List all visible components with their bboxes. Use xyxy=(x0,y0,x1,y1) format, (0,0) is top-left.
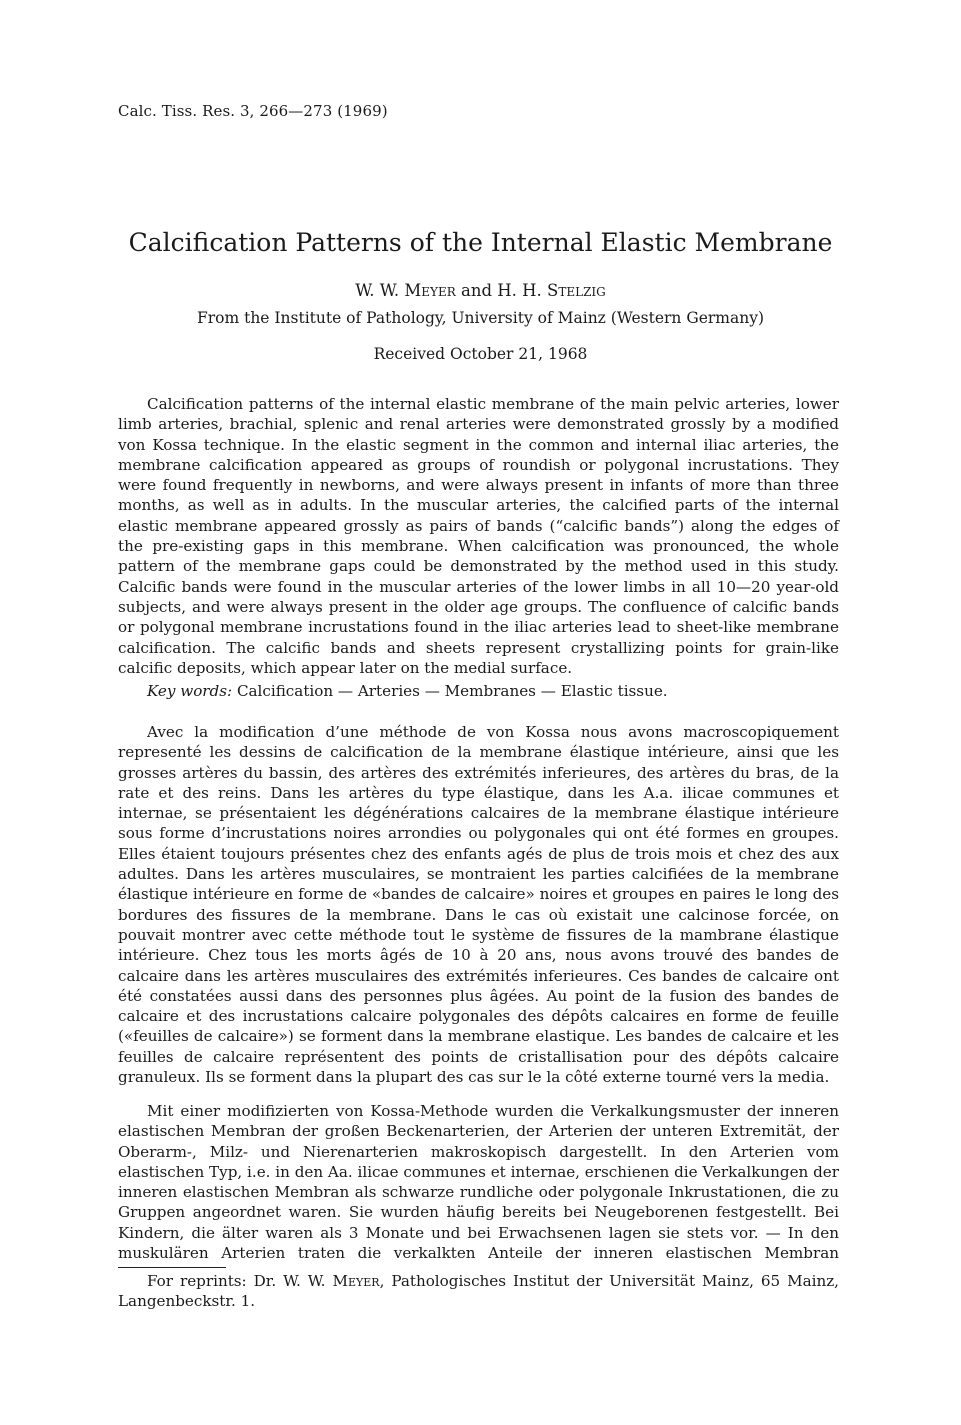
journal-reference: Calc. Tiss. Res. 3, 266—273 (1969) xyxy=(118,102,388,120)
keywords-text: Calcification — Arteries — Membranes — Elastic tissue. xyxy=(236,682,668,700)
author-line xyxy=(0,281,961,300)
footnote-reprints xyxy=(118,1271,839,1312)
author-conjunction: and xyxy=(461,281,493,300)
abstract-german: Mit einer modifizierten von Kossa-Methode wurden die Verkalkungsmuster der inneren elastischen Membran der großen Beckenarterien, der Arterien der unteren Extremität, der Oberarm-, Milz- und Nierenarterien makroskopisch dargestellt. In den Arterien vom elastischen Typ, i.e. in den Aa. ilicae communes et internae, erschienen die Verkalkungen der inneren elastischen Membran als schwarze rundliche oder polygonale Inkrustationen, die zu Gruppen angeordnet waren. Sie wurden häufig bereits bei Neugeborenen festgestellt. Bei Kindern, die älter waren als 3 Monate und bei Erwachsenen lagen sie stets vor. — In den muskulären Arterien traten die verkalkten Anteile der inneren elastischen Membran xyxy=(118,1102,839,1263)
abstract-french: Avec la modification d’une méthode de von Kossa nous avons macroscopiquement representé les dessins de calcification de la membrane élastique intérieure, ainsi que les grosses artères du bassin, des artères des extrémités inferieures, des artères du bras, de la rate et des reins. Dans les artères du type élastique, dans les A.a. ilicae communes et internae, se présentaient les dégénérations calcaires de la membrane élastique intérieure sous forme d’incrustations noires arrondies ou polygonales qui ont été formes en groupes. Elles étaient toujours présentes chez des enfants agés de plus de trois mois et chez des aux adultes. Dans les artères musculaires, se montraient les parties calcifiées de la membrane élastique intérieure en forme de «bandes de calcaire» noires et groupes en paires le long des bordures des fissures de la membrane. Dans le cas où existait une calcinose forcée, on pouvait montrer avec cette méthode tout le système de fissures de la mambrane élastique intérieure. Chez tous les morts âgés de 10 à 20 ans, nous avons trouvé des bandes de calcaire dans les artères musculaires des extrémités inferieures. Ces bandes de calcaire ont été constatées aussi dans des personnes plus âgées. Au point de la fusion des bandes de calcaire et des incrustations calcaire polygonales des dépôts calcaires en forme de feuille («feuilles de calcaire») se forment dans la membrane elastique. Les bandes de calcaire et les feuilles de calcaire représentent des points de cristallisation pour des dépôts calcaire granuleux. Ils se forment dans la plupart des cas sur le la côté externe tourné vers la media. xyxy=(118,723,839,1087)
author2-surname: Stelzig xyxy=(547,281,606,300)
footnote-divider xyxy=(118,1267,226,1268)
footnote-name: Meyer xyxy=(332,1272,380,1290)
author1-initials: W. W. xyxy=(355,281,400,300)
author1-surname: Meyer xyxy=(404,281,456,300)
article-title: Calcification Patterns of the Internal Elastic Membrane xyxy=(128,228,833,257)
received-date: Received October 21, 1968 xyxy=(373,345,588,363)
keywords-label: Key words: xyxy=(147,682,233,700)
footnote-rest: , Pathologisches Institut der Universität Mainz, 65 Mainz, Langenbeckstr. 1. xyxy=(118,1272,839,1311)
abstract-english: Calcification patterns of the internal elastic membrane of the main pelvic arteries, lower limb arteries, brachial, splenic and renal arteries were demonstrated grossly by a modified von Kossa technique. In the elastic segment in the common and internal iliac arteries, the membrane calcification appeared as groups of roundish or polygonal incrustations. They were found frequently in newborns, and were always present in infants of more than three months, as well as in adults. In the muscular arteries, the calcified parts of the internal elastic membrane appeared grossly as pairs of bands (“calcific bands”) along the edges of the pre-existing gaps in this membrane. When calcification was pronounced, the whole pattern of the membrane gaps could be demonstrated by the method used in this study. Calcific bands were found in the muscular arteries of the lower limbs in all 10—20 year-old subjects, and were always present in the older age groups. The confluence of calcific bands or polygonal membrane incrustations found in the iliac arteries lead to sheet-like membrane calcification. The calcific bands and sheets represent crystallizing points for grain-like calcific deposits, which appear later on the medial surface. xyxy=(118,395,839,677)
affiliation: From the Institute of Pathology, University of Mainz (Western Germany) xyxy=(196,309,765,327)
author2-initials: H. H. xyxy=(497,281,542,300)
keywords xyxy=(118,681,839,701)
footnote-prefix: For reprints: Dr. W. W. xyxy=(147,1272,326,1290)
